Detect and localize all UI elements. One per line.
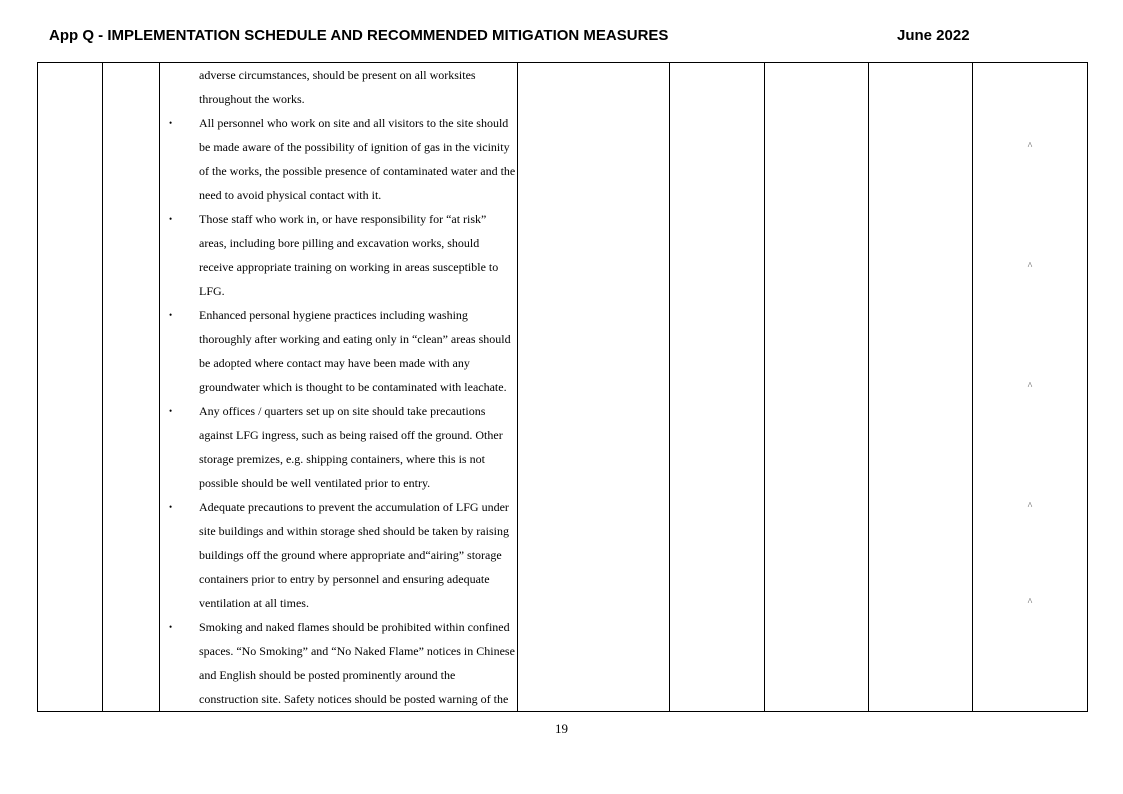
implementation-status-mark: ^: [1027, 141, 1033, 152]
measure-item: [160, 399, 516, 495]
measure-item: [160, 615, 516, 711]
bullet-icon: •: [169, 118, 173, 128]
column-divider: [972, 63, 973, 711]
bullet-icon: •: [169, 502, 173, 512]
column-divider: [764, 63, 765, 711]
bullet-icon: •: [169, 310, 173, 320]
measure-item: [160, 495, 516, 615]
bullet-icon: •: [169, 406, 173, 416]
mitigation-measures-table: [37, 62, 1088, 712]
implementation-status-mark: ^: [1027, 381, 1033, 392]
measure-item: [160, 111, 516, 207]
measure-text: Those staff who work in, or have responsibility for “at risk” areas, including bore pilling and excavation works, should receive appropriate training on working in areas susceptible to LFG.: [199, 212, 499, 298]
measure-text: adverse circumstances, should be present on all worksites throughout the works.: [199, 68, 476, 106]
measure-item: [160, 207, 516, 303]
continued-measure-text: [160, 63, 516, 111]
implementation-status-mark: ^: [1027, 597, 1033, 608]
measure-item: [160, 303, 516, 399]
page-header-date: June 2022: [897, 27, 970, 44]
bullet-icon: •: [169, 622, 173, 632]
column-divider: [868, 63, 869, 711]
page-header-title: App Q - IMPLEMENTATION SCHEDULE AND RECOMMENDED MITIGATION MEASURES: [49, 27, 669, 44]
mitigation-measures-list: [160, 63, 516, 711]
measure-text: Smoking and naked flames should be prohibited within confined spaces. “No Smoking” and “No Naked Flame” notices in Chinese and English should be posted prominently around the construction site. Safety notices should be posted warning of the: [199, 620, 515, 706]
measure-text: Enhanced personal hygiene practices including washing thoroughly after working and eating only in “clean” areas should be adopted where contact may have been made with any groundwater which is thought to be contaminated with leachate.: [199, 308, 511, 394]
measure-text: Adequate precautions to prevent the accumulation of LFG under site buildings and within storage shed should be taken by raising buildings off the ground where appropriate and“airing” storage containers prior to entry by personnel and ensuring adequate ventilation at all times.: [199, 500, 509, 610]
column-divider: [517, 63, 518, 711]
column-divider: [102, 63, 103, 711]
implementation-status-mark: ^: [1027, 261, 1033, 272]
page-number: 19: [555, 721, 568, 736]
column-divider: [669, 63, 670, 711]
measure-text: Any offices / quarters set up on site should take precautions against LFG ingress, such as being raised off the ground. Other storage premizes, e.g. shipping containers, where this is not possible should be well ventilated prior to entry.: [199, 404, 503, 490]
bullet-icon: •: [169, 214, 173, 224]
measure-text: All personnel who work on site and all visitors to the site should be made aware of the possibility of ignition of gas in the vicinity of the works, the possible presence of contaminated water and the need to avoid physical contact with it.: [199, 116, 516, 202]
implementation-status-mark: ^: [1027, 501, 1033, 512]
